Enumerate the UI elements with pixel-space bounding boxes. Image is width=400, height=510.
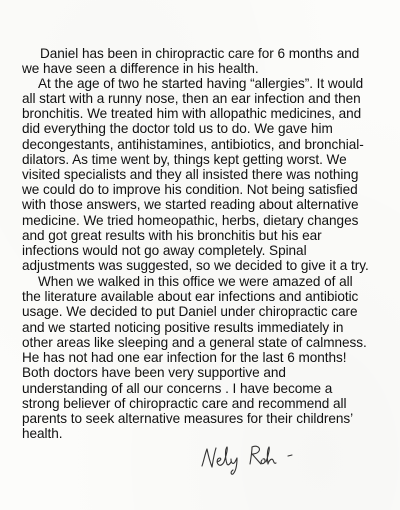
letter-line: and we started noticing positive results immediately in — [22, 320, 344, 335]
letter-line: parents to seek alternative measures for their childrens’ — [22, 411, 354, 426]
letter-line: understanding of all our concerns . I have become a — [22, 381, 333, 396]
letter-line: strong believer of chiropractic care and recommend all — [22, 396, 347, 411]
letter-line: other areas like sleeping and a general state of calmness. — [22, 335, 367, 350]
letter-line: all start with a runny nose, then an ear infection and then — [22, 91, 361, 106]
letter-line: medicine. We tried homeopathic, herbs, dietary changes — [22, 213, 359, 228]
letter-line: When we walked in this office we were amazed of all — [38, 274, 353, 289]
letter-line: with those answers, we started reading about alternative — [22, 197, 359, 212]
letter-line: infections would not go away completely. Spinal — [22, 243, 307, 258]
letter-line: the literature available about ear infections and antibiotic — [22, 289, 359, 304]
letter-line: He has not had one ear infection for the last 6 months! — [22, 350, 347, 365]
letter-line: we have seen a difference in his health. — [22, 61, 259, 76]
letter-line: bronchitis. We treated him with allopathic medicines, and — [22, 106, 362, 121]
letter-line: dilators. As time went by, things kept getting worst. We — [22, 152, 347, 167]
handwritten-signature — [196, 440, 306, 480]
letter-line: At the age of two he started having “allergies”. It would — [38, 76, 364, 91]
letter-line: visited specialists and they all insisted there was nothing — [22, 167, 359, 182]
letter-line: health. — [22, 426, 63, 441]
letter-line: decongestants, antihistamines, antibiotics, and bronchial- — [22, 137, 364, 152]
letter-line: usage. We decided to put Daniel under chiropractic care — [22, 304, 358, 319]
letter-line: and got great results with his bronchitis but his ear — [22, 228, 322, 243]
letter-line: Both doctors have been very supportive and — [22, 365, 286, 380]
letter-line: Daniel has been in chiropractic care for 6 months and — [40, 46, 360, 61]
letter-line: adjustments was suggested, so we decided to give it a try. — [22, 258, 369, 273]
letter-line: did everything the doctor told us to do. We gave him — [22, 121, 333, 136]
letter-line: we could do to improve his condition. Not being satisfied — [22, 182, 358, 197]
